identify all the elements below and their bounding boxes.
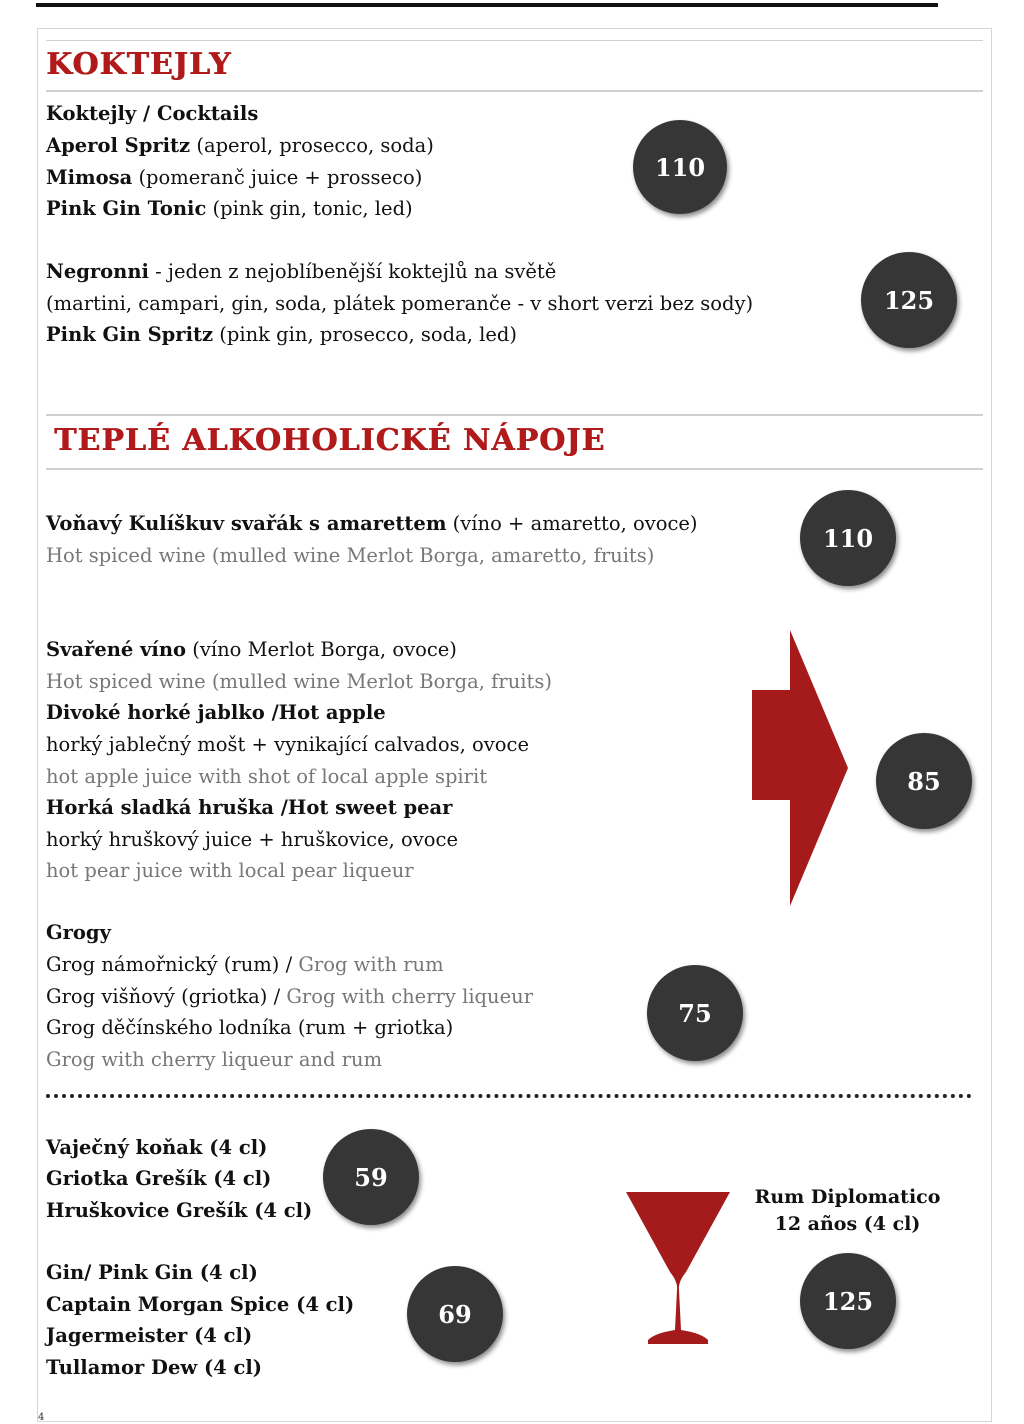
top-rule bbox=[36, 3, 938, 7]
menu-item: Grog námořnický (rum) / Grog with rum bbox=[46, 953, 444, 976]
menu-item-english: Hot spiced wine (mulled wine Merlot Borga, fruits) bbox=[46, 670, 552, 693]
price-badge: 75 bbox=[647, 965, 743, 1061]
price-badge: 59 bbox=[323, 1129, 419, 1225]
divider bbox=[46, 40, 983, 41]
price-badge: 69 bbox=[407, 1266, 503, 1362]
cocktails-subtitle: Koktejly / Cocktails bbox=[46, 102, 259, 125]
menu-item-english: Hot spiced wine (mulled wine Merlot Borga, amaretto, fruits) bbox=[46, 544, 655, 567]
menu-item: Grog višňový (griotka) / Grog with cherry liqueur bbox=[46, 985, 534, 1008]
menu-item-english: hot apple juice with shot of local apple spirit bbox=[46, 765, 488, 788]
arrow-right-icon bbox=[752, 630, 850, 906]
menu-item: Aperol Spritz (aperol, prosecco, soda) bbox=[46, 134, 434, 157]
menu-item-detail: horký jablečný mošt + vynikající calvados, ovoce bbox=[46, 733, 530, 756]
menu-item-english: hot pear juice with local pear liqueur bbox=[46, 859, 414, 882]
divider bbox=[46, 90, 983, 92]
section-title-hot-drinks: TEPLÉ ALKOHOLICKÉ NÁPOJE bbox=[54, 423, 606, 458]
menu-item: Jagermeister (4 cl) bbox=[46, 1324, 253, 1347]
section-title-cocktails: KOKTEJLY bbox=[46, 47, 232, 82]
menu-item-english: Grog with cherry liqueur and rum bbox=[46, 1048, 383, 1071]
grogs-title: Grogy bbox=[46, 921, 111, 944]
price-badge: 110 bbox=[633, 120, 727, 214]
divider bbox=[46, 414, 983, 416]
menu-item: Vaječný koňak (4 cl) bbox=[46, 1136, 268, 1159]
price-badge: 125 bbox=[800, 1253, 896, 1349]
menu-item: Grog děčínského lodníka (rum + griotka) bbox=[46, 1016, 454, 1039]
menu-item: Pink Gin Spritz (pink gin, prosecco, soda, led) bbox=[46, 323, 518, 346]
page-number: 4 bbox=[38, 1412, 45, 1423]
price-badge: 110 bbox=[800, 490, 896, 586]
price-badge: 125 bbox=[861, 252, 957, 348]
menu-item: Captain Morgan Spice (4 cl) bbox=[46, 1293, 355, 1316]
menu-item: Horká sladká hruška /Hot sweet pear bbox=[46, 796, 453, 819]
dotted-divider bbox=[46, 1094, 972, 1098]
menu-item: Hruškovice Grešík (4 cl) bbox=[46, 1199, 313, 1222]
menu-item: Negronni - jeden z nejoblíbenější koktejlů na světě bbox=[46, 260, 557, 283]
menu-item: Mimosa (pomeranč juice + prosseco) bbox=[46, 166, 423, 189]
menu-item-detail: horký hruškový juice + hruškovice, ovoce bbox=[46, 828, 458, 851]
menu-item: Svařené víno (víno Merlot Borga, ovoce) bbox=[46, 638, 457, 661]
menu-item: Voňavý Kulíškuv svařák s amarettem (víno + amaretto, ovoce) bbox=[46, 512, 698, 535]
menu-item: Griotka Grešík (4 cl) bbox=[46, 1167, 272, 1190]
divider bbox=[46, 468, 983, 470]
cocktail-glass-icon bbox=[626, 1190, 730, 1348]
menu-item: Pink Gin Tonic (pink gin, tonic, led) bbox=[46, 197, 413, 220]
menu-item: Divoké horké jablko /Hot apple bbox=[46, 701, 386, 724]
price-badge: 85 bbox=[876, 733, 972, 829]
menu-item: Gin/ Pink Gin (4 cl) bbox=[46, 1261, 258, 1284]
menu-item: Tullamor Dew (4 cl) bbox=[46, 1356, 263, 1379]
rum-line-2: 12 años (4 cl) bbox=[774, 1213, 921, 1235]
rum-line-1: Rum Diplomatico bbox=[754, 1186, 941, 1208]
menu-item-detail: (martini, campari, gin, soda, plátek pomeranče - v short verzi bez sody) bbox=[46, 292, 754, 315]
